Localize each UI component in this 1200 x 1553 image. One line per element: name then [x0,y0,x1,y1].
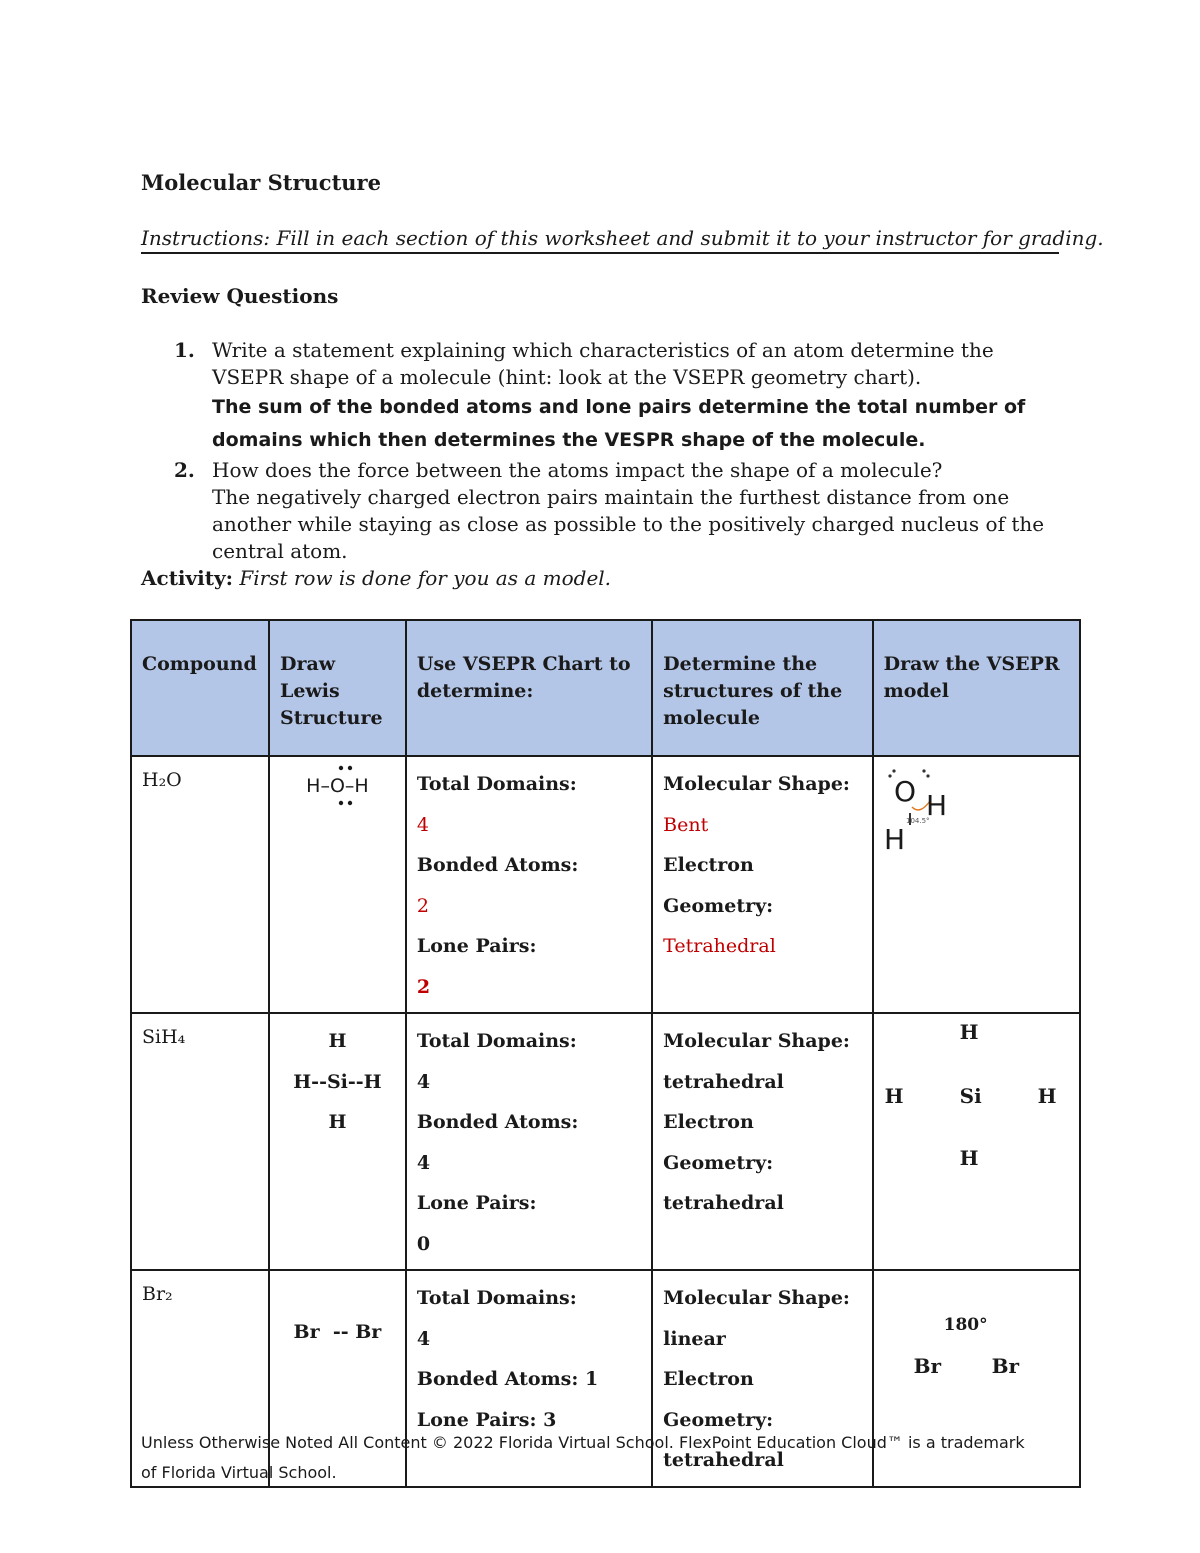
electron-label: Electron [663,854,754,876]
question-number: 1. [174,338,195,362]
hydrogen-atom: H [884,1084,904,1108]
question-number: 2. [174,458,195,482]
question-text: Write a statement explaining which characteristics of an atom determine the VSEPR shape of a molecule (hint: look at the VSEPR geometry chart). [212,338,994,389]
molecular-shape-value: tetrahedral [663,1070,784,1093]
footer-copyright: Unless Otherwise Noted All Content © 2022 Florida Virtual School. FlexPoint Education Cloud™ is a trademark of Florida Virtual School. [141,1433,1025,1482]
header-compound: Compound [142,653,257,675]
molecular-shape-label: Molecular Shape: [663,1287,850,1309]
electron-label: Electron [663,1368,754,1390]
vsepr-model-h2o [874,757,1079,858]
header-structures: Determine the structures of the molecule [663,653,843,729]
page-title: Molecular Structure [141,170,381,195]
question-2 [174,457,1054,565]
molecular-shape-label: Molecular Shape: [663,773,850,795]
total-domains-label: Total Domains: [416,773,577,795]
vsepr-model-sih4 [874,1014,1079,1239]
lone-pair-dots-icon [336,763,356,809]
instructions: Instructions: Fill in each section of this worksheet and submit it to your instructor for grading. [141,226,1059,254]
lone-pairs-label: Lone Pairs: [416,1192,537,1214]
table-row [131,1013,1080,1270]
structures-cell [653,757,871,972]
answer-text: The negatively charged electron pairs maintain the furthest distance from one another while staying as close as possible to the positively charged nucleus of the central atom. [212,485,1045,563]
electron-label: Electron [663,1111,754,1133]
lone-pairs-label: Lone Pairs: [416,935,537,957]
bond-angle-label: 180° [943,1315,988,1335]
bromine-atom: Br [913,1354,942,1378]
bromine-atom: Br [991,1354,1020,1378]
question-1 [174,337,1054,457]
bent-molecule-icon [884,763,974,853]
bonded-atoms-value: 2 [416,894,429,917]
compound-cell: SiH₄ [142,1026,186,1048]
lewis-structure-h2o [270,757,405,797]
bond-angle-label: 104.5° [905,817,930,825]
hydrogen-atom: H [959,1146,979,1170]
total-domains-label: Total Domains: [416,1030,577,1052]
header-lewis: Draw Lewis Structure [279,653,383,729]
molecular-shape-value: Bent [663,813,709,836]
table-row [131,756,1080,1013]
lone-pairs-value: 2 [416,975,431,998]
worksheet-table [130,619,1081,1488]
oxygen-atom: O [893,775,916,808]
bonded-atoms-label: Bonded Atoms: [416,1111,579,1133]
electron-geometry-value: tetrahedral [663,1449,784,1471]
header-vsepr-chart: Use VSEPR Chart to determine: [416,653,631,702]
total-domains-value: 4 [416,813,429,836]
review-heading: Review Questions [141,284,339,308]
lone-pairs-text: Lone Pairs: 3 [416,1408,557,1431]
silicon-atom: Si [959,1084,982,1108]
structures-cell [653,1014,871,1229]
hydrogen-atom: H [883,823,905,853]
molecular-shape-label: Molecular Shape: [663,1030,850,1052]
lewis-text: H–O–H [306,775,369,797]
bonded-atoms-value: 4 [416,1151,431,1174]
lewis-line: H [328,1030,347,1052]
hydrogen-atom: H [925,789,947,822]
geometry-label: Geometry: [663,1408,774,1431]
activity-text: First row is done for you as a model. [239,566,612,590]
lewis-line: H [328,1111,347,1133]
electron-geometry-value: tetrahedral [663,1192,784,1214]
question-text: How does the force between the atoms impact the shape of a molecule? [212,458,943,482]
total-domains-value: 4 [416,1327,431,1350]
vsepr-chart-cell [407,757,651,1012]
geometry-label: Geometry: [663,894,774,917]
vsepr-chart-cell [407,1271,651,1445]
vsepr-chart-cell [407,1014,651,1269]
table-header-row [131,620,1080,756]
compound-cell: Br₂ [142,1283,173,1305]
bonded-atoms-text: Bonded Atoms: 1 [416,1368,599,1390]
lewis-structure-br2: Br -- Br [293,1321,382,1343]
compound-cell: H₂O [142,769,182,791]
lewis-line: H--Si--H [293,1070,382,1093]
bonded-atoms-label: Bonded Atoms: [416,854,579,876]
hydrogen-atom: H [959,1020,979,1044]
total-domains-value: 4 [416,1070,431,1093]
electron-geometry-value: Tetrahedral [663,935,776,957]
activity-label: Activity: [141,566,233,590]
hydrogen-atom: H [1037,1084,1057,1108]
molecular-shape-value: linear [663,1327,726,1350]
geometry-label: Geometry: [663,1151,774,1174]
activity-line [141,566,611,590]
header-vsepr-model: Draw the VSEPR model [883,653,1060,702]
lone-pairs-value: 0 [416,1232,431,1255]
total-domains-label: Total Domains: [416,1287,577,1309]
answer-text: The sum of the bonded atoms and lone pairs determine the total number of domains which then determines the VESPR shape of the molecule. [212,396,1026,451]
lewis-structure-sih4 [270,1014,405,1148]
